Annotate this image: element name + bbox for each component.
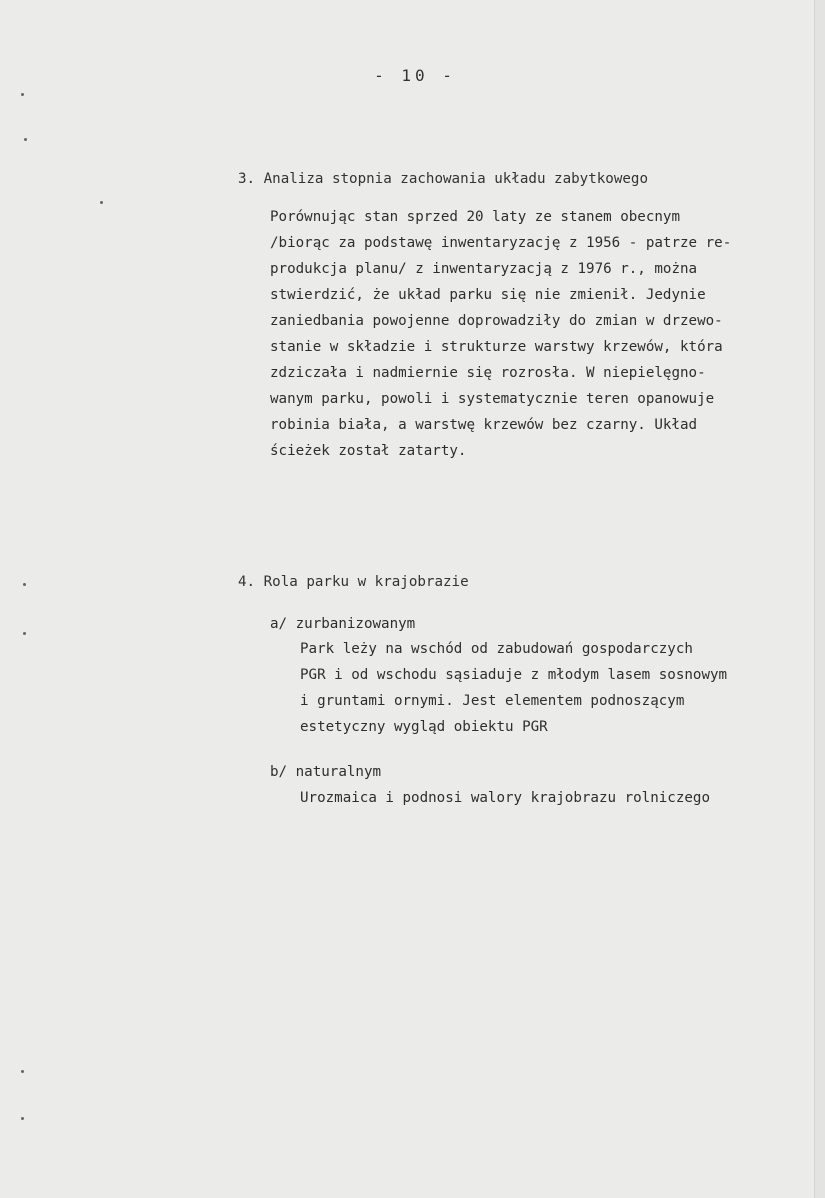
margin-mark <box>24 138 27 141</box>
text-line: Porównując stan sprzed 20 laty ze stanem obecnym <box>270 209 680 225</box>
text-line: stanie w składzie i strukturze warstwy krzewów, która <box>270 339 723 355</box>
text-line: produkcja planu/ z inwentaryzacją z 1976 r., można <box>270 261 698 277</box>
text-line: wanym parku, powoli i systematycznie teren opanowuje <box>270 391 715 407</box>
page-edge <box>814 0 825 1198</box>
margin-mark <box>100 201 103 204</box>
text-line: PGR i od wschodu sąsiaduje z młodym lasem sosnowym <box>300 667 728 683</box>
subsection-a-label: a/ zurbanizowanym <box>270 616 416 632</box>
margin-mark <box>23 583 26 586</box>
section-3-paragraph <box>270 204 731 464</box>
text-line: /biorąc za podstawę inwentaryzację z 1956 - patrze re- <box>270 235 732 251</box>
section-3-heading: 3. Analiza stopnia zachowania układu zabytkowego <box>238 171 648 187</box>
text-line: stwierdzić, że układ parku się nie zmienił. Jedynie <box>270 287 706 303</box>
text-line: zdziczała i nadmiernie się rozrosła. W niepielęgno- <box>270 365 706 381</box>
text-line: ścieżek został zatarty. <box>270 443 467 459</box>
text-line: robinia biała, a warstwę krzewów bez czarny. Układ <box>270 417 698 433</box>
page-number: - 10 - <box>374 66 456 85</box>
subsection-b-paragraph <box>300 785 710 811</box>
text-line: i gruntami ornymi. Jest elementem podnoszącym <box>300 693 685 709</box>
text-line: Urozmaica i podnosi walory krajobrazu rolniczego <box>300 790 710 806</box>
margin-mark <box>21 93 24 96</box>
text-line: zaniedbania powojenne doprowadziły do zmian w drzewo- <box>270 313 723 329</box>
margin-mark <box>23 632 26 635</box>
margin-mark <box>21 1117 24 1120</box>
text-line: Park leży na wschód od zabudowań gospodarczych <box>300 641 693 657</box>
subsection-b-label: b/ naturalnym <box>270 764 382 780</box>
section-4-heading: 4. Rola parku w krajobrazie <box>238 574 469 590</box>
text-line: estetyczny wygląd obiektu PGR <box>300 719 548 735</box>
margin-mark <box>21 1070 24 1073</box>
subsection-a-paragraph <box>300 636 727 740</box>
